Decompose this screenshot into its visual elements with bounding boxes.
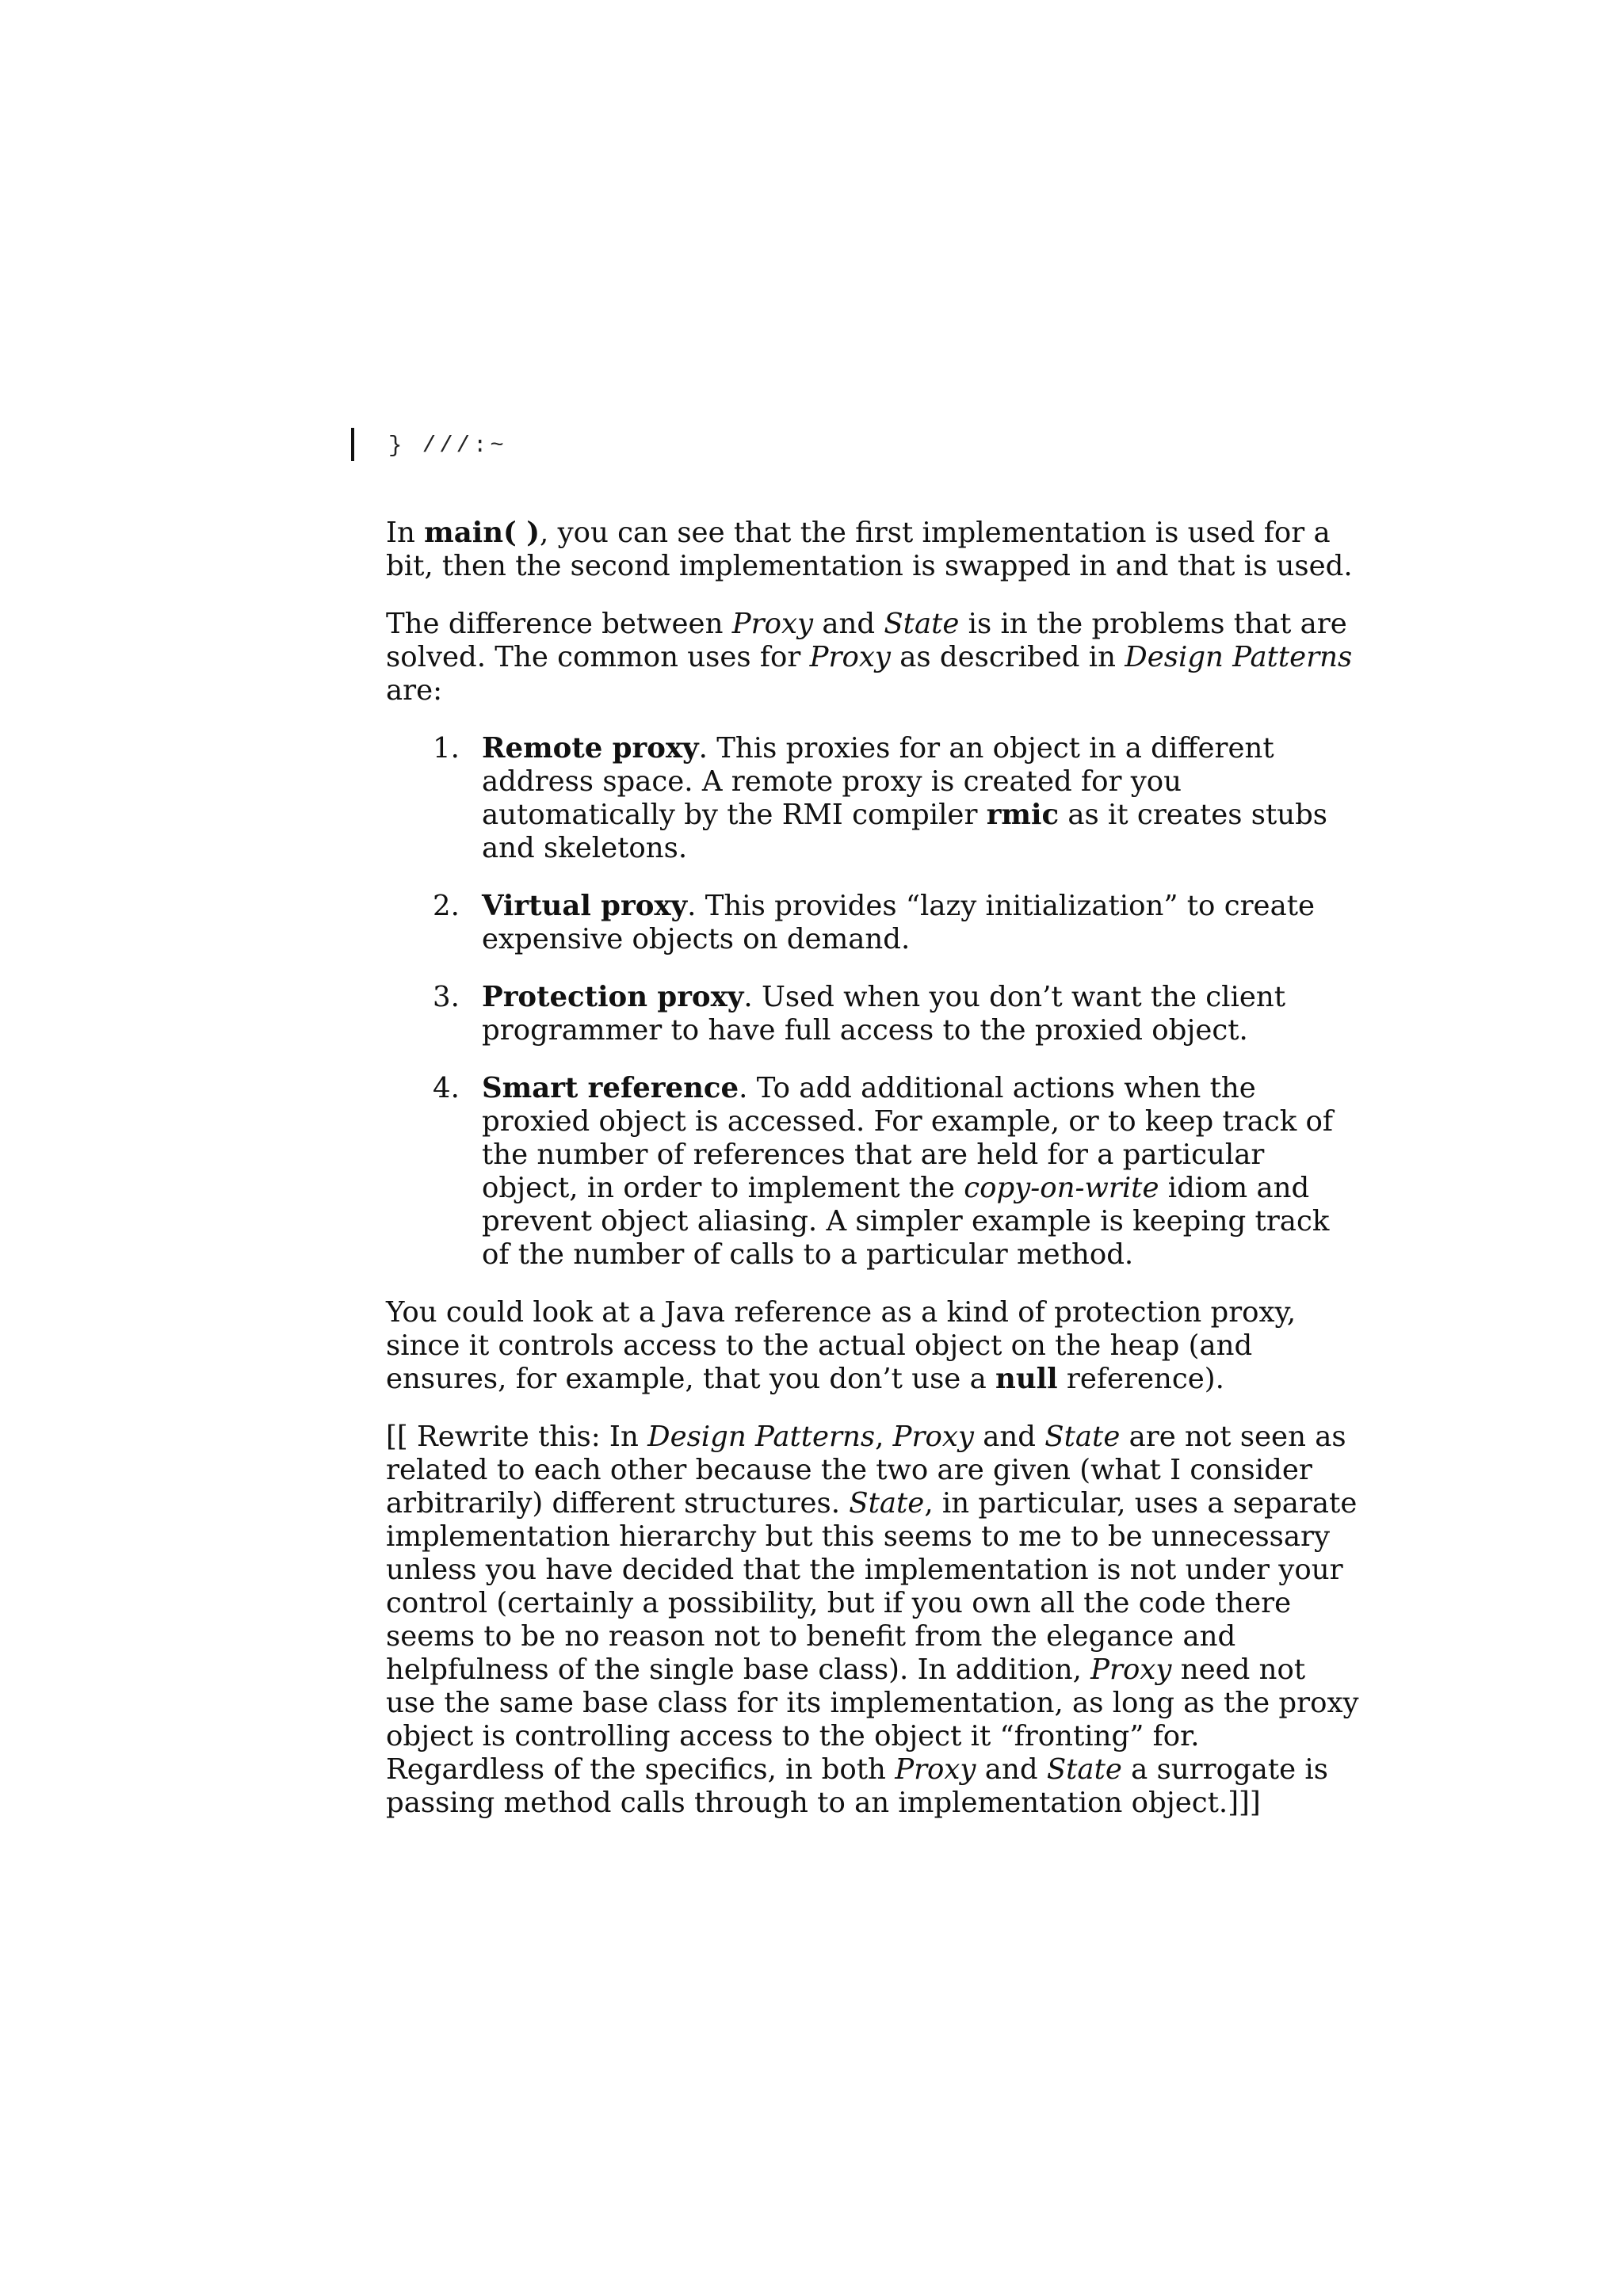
term-proxy: Proxy (809, 641, 891, 673)
page-body (386, 517, 1361, 1844)
list-number: 4. (433, 1072, 460, 1104)
list-item-title: Remote proxy (482, 732, 699, 765)
paragraph-main-description (386, 517, 1361, 583)
paragraph-proxy-vs-state (386, 608, 1361, 707)
term-proxy: Proxy (1090, 1653, 1172, 1686)
text: are: (386, 674, 443, 707)
text: . This proxies for an object in a different address space. A remote proxy is created for you automatically by the RMI compiler (482, 732, 1274, 831)
text: as described in (890, 641, 1125, 673)
term-state: State (1046, 1753, 1122, 1786)
term-state: State (1044, 1421, 1121, 1453)
text: need not use the same base class for its implementation, as long as the proxy object is controlling access to the object it “fronting” for. Regardless of the specifics, in both (386, 1653, 1359, 1786)
book-title-design-patterns: Design Patterns (1125, 641, 1353, 673)
list-item-title: Virtual proxy (482, 890, 688, 922)
text: In (386, 517, 425, 549)
code-block-end: } ///:~ (388, 433, 507, 459)
text: as it creates stubs and skeletons. (482, 799, 1328, 864)
proxy-uses-list (386, 732, 1361, 1272)
term-proxy: Proxy (895, 1753, 976, 1786)
text: , in particular, uses a separate implementation hierarchy but this seems to me to be unnecessary unless you have decided that the implementation is not under your control (certainly a possibility, but if you own all the code there seems to be no reason not to benefit from the elegance and helpfulness of the single base class). In addition, (386, 1487, 1358, 1686)
paragraph-rewrite-note (386, 1421, 1361, 1820)
text: is in the problems that are solved. The common uses for (386, 608, 1347, 673)
text: , you can see that the first implementation is used for a bit, then the second implementation is swapped in and that is used. (386, 517, 1353, 582)
text: idiom and prevent object aliasing. A simpler example is keeping track of the number of calls to a particular method. (482, 1172, 1330, 1271)
book-title-design-patterns: Design Patterns (647, 1421, 876, 1453)
text: , (875, 1421, 893, 1453)
code-term-null: null (995, 1363, 1058, 1395)
list-number: 2. (433, 890, 460, 922)
text: . This provides “lazy initialization” to create expensive objects on demand. (482, 890, 1316, 955)
text: . To add additional actions when the proxied object is accessed. For example, or to keep track of the number of references that are held for a particular object, in order to implement the (482, 1072, 1334, 1204)
list-number: 3. (433, 981, 460, 1013)
term-state: State (849, 1487, 925, 1520)
text: . Used when you don’t want the client programmer to have full access to the proxied object. (482, 981, 1286, 1047)
code-term-rmic: rmic (986, 799, 1060, 831)
text: and (976, 1753, 1047, 1786)
text: are not seen as related to each other because the two are given (what I consider arbitrarily) different structures. (386, 1421, 1346, 1520)
text: [[ Rewrite this: In (386, 1421, 648, 1453)
term-proxy: Proxy (731, 608, 814, 640)
list-item-title: Smart reference (482, 1072, 739, 1104)
term-proxy: Proxy (892, 1421, 974, 1453)
term-state: State (884, 608, 960, 640)
change-bar (351, 428, 354, 461)
text: and (973, 1421, 1045, 1453)
list-number: 1. (433, 732, 460, 765)
list-item-smart-reference (386, 1072, 1361, 1272)
text: The difference between (386, 608, 732, 640)
paragraph-java-reference (386, 1296, 1361, 1396)
term-copy-on-write: copy-on-write (964, 1172, 1159, 1204)
list-item-remote-proxy (386, 732, 1361, 865)
list-item-protection-proxy (386, 981, 1361, 1047)
text: reference). (1057, 1363, 1224, 1395)
text: You could look at a Java reference as a kind of protection proxy, since it controls access to the actual object on the heap (and ensures, for example, that you don’t use a (386, 1296, 1296, 1395)
text: and (813, 608, 884, 640)
code-term-main: main( ) (424, 517, 540, 549)
list-item-title: Protection proxy (482, 981, 744, 1013)
list-item-virtual-proxy (386, 890, 1361, 956)
text: a surrogate is passing method calls through to an implementation object.]]] (386, 1753, 1329, 1819)
